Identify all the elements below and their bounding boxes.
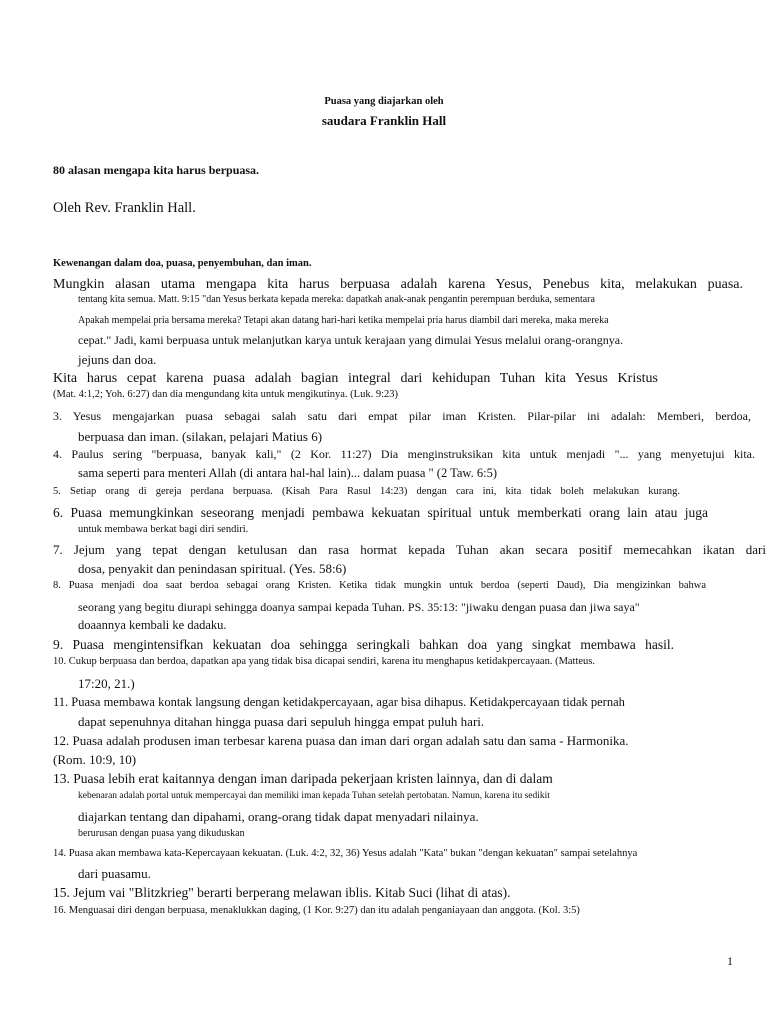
text-line: cepat." Jadi, kami berpuasa untuk melanjutkan karya untuk kerajaan yang dimulai Yesus melalui orang-orangnya. [78,333,624,347]
heading: 80 alasan mengapa kita harus berpuasa. [53,163,260,177]
text-line: Kita harus cepat karena puasa adalah bagian integral dari kehidupan Tuhan kita Yesus Kristus [53,372,658,386]
text-line: 12. Puasa adalah produsen iman terbesar karena puasa dan iman dari organ adalah satu dan sama - Harmonika. [53,733,629,748]
text-line: tentang kita semua. Matt. 9:15 "dan Yesus berkata kepada mereka: dapatkah anak-anak pengantin perempuan berduka, sementara [78,294,595,305]
text-line: berpuasa dan iman. (silakan, pelajari Matius 6) [78,429,323,444]
text-line: doaannya kembali ke dadaku. [78,618,227,632]
text-line: 14. Puasa akan membawa kata-Kepercayaan kekuatan. (Luk. 4:2, 32, 36) Yesus adalah "Kata" bukan "dengan kekuatan" sampai setelahnya [53,848,638,859]
text-line: 16. Menguasai diri dengan berpuasa, menaklukkan daging, (1 Kor. 9:27) dan itu adalah penganiayaan dan anggota. (Kol. 3:5) [53,905,580,916]
text-line: (Mat. 4:1,2; Yoh. 6:27) dan dia mengundang kita untuk mengikutinya. (Luk. 9:23) [53,389,399,400]
text-line: jejuns dan doa. [78,352,157,367]
text-line: dapat sepenuhnya ditahan hingga puasa dari sepuluh hingga empat puluh hari. [78,714,485,729]
text-line: dari puasamu. [78,866,151,881]
text-line: kebenaran adalah portal untuk mempercayai dan memiliki iman kepada Tuhan setelah pertobatan. Namun, karena itu sedikit [78,791,550,801]
text-line: 11. Puasa membawa kontak langsung dengan ketidakpercayaan, agar bisa dihapus. Ketidakpercayaan tidak pernah [53,695,625,709]
text-line: 4. Paulus sering "berpuasa, banyak kali," (2 Kor. 11:27) Dia menginstruksikan kita untuk menjadi "... yang menyetujui kita. [53,448,755,461]
text-line: 7. Jejum yang tepat dengan ketulusan dan rasa hormat kepada Tuhan akan secara positif memecahkan ikatan dari [53,543,766,557]
text-line: berurusan dengan puasa yang dikuduskan [78,828,245,839]
text-line: sama seperti para menteri Allah (di antara hal-hal lain)... dalam puasa " (2 Taw. 6:5) [78,466,498,480]
text-line: 13. Puasa lebih erat kaitannya dengan iman daripada pekerjaan kristen lainnya, dan di dalam [53,771,553,786]
text-line: 9. Puasa mengintensifkan kekuatan doa sehingga seringkali bahkan doa yang singkat membawa hasil. [53,638,674,652]
text-line: 10. Cukup berpuasa dan berdoa, dapatkan apa yang tidak bisa dicapai sendiri, karena itu menghapus ketidakpercayaan. (Matteus. [53,656,596,667]
text-line: Mungkin alasan utama mengapa kita harus berpuasa adalah karena Yesus, Penebus kita, melakukan puasa. [53,278,743,292]
text-line: 6. Puasa memungkinkan seseorang menjadi pembawa kekuatan spiritual untuk memberkati orang lain atau juga [53,506,708,520]
text-line: 3. Yesus mengajarkan puasa sebagai salah satu dari empat pilar iman Kristen. Pilar-pilar ini adalah: Memberi, berdoa, [53,410,751,423]
section-heading: Kewenangan dalam doa, puasa, penyembuhan, dan iman. [53,258,312,269]
text-line: (Rom. 10:9, 10) [53,752,137,767]
text-line: diajarkan tentang dan dipahami, orang-orang tidak dapat menyadari nilainya. [78,809,479,824]
title-line-2: saudara Franklin Hall [321,113,447,128]
text-line: Apakah mempelai pria bersama mereka? Tetapi akan datang hari-hari ketika mempelai pria harus diambil dari mereka, maka mereka [78,315,609,326]
author-line: Oleh Rev. Franklin Hall. [53,200,196,216]
text-line: untuk membawa berkat bagi diri sendiri. [78,524,249,535]
title-line-1: Puasa yang diajarkan oleh [324,96,444,107]
text-line: seorang yang begitu diurapi sehingga doanya sampai kepada Tuhan. PS. 35:13: "jiwaku dengan puasa dan jiwa saya" [78,600,640,614]
text-line: dosa, penyakit dan penindasan spiritual. (Yes. 58:6) [78,561,347,576]
text-line: 5. Setiap orang di gereja perdana berpuasa. (Kisah Para Rasul 14:23) dengan cara ini, kita tidak boleh melakukan kurang. [53,487,680,497]
text-line: 15. Jejum vai "Blitzkrieg" berarti berperang melawan iblis. Kitab Suci (lihat di atas). [53,885,511,900]
text-line: 17:20, 21.) [78,676,135,691]
text-line: 8. Puasa menjadi doa saat berdoa sebagai orang Kristen. Ketika tidak mungkin untuk berdoa (seperti Daud), Dia mengizinkan bahwa [53,581,706,591]
page-number: 1 [727,954,733,968]
